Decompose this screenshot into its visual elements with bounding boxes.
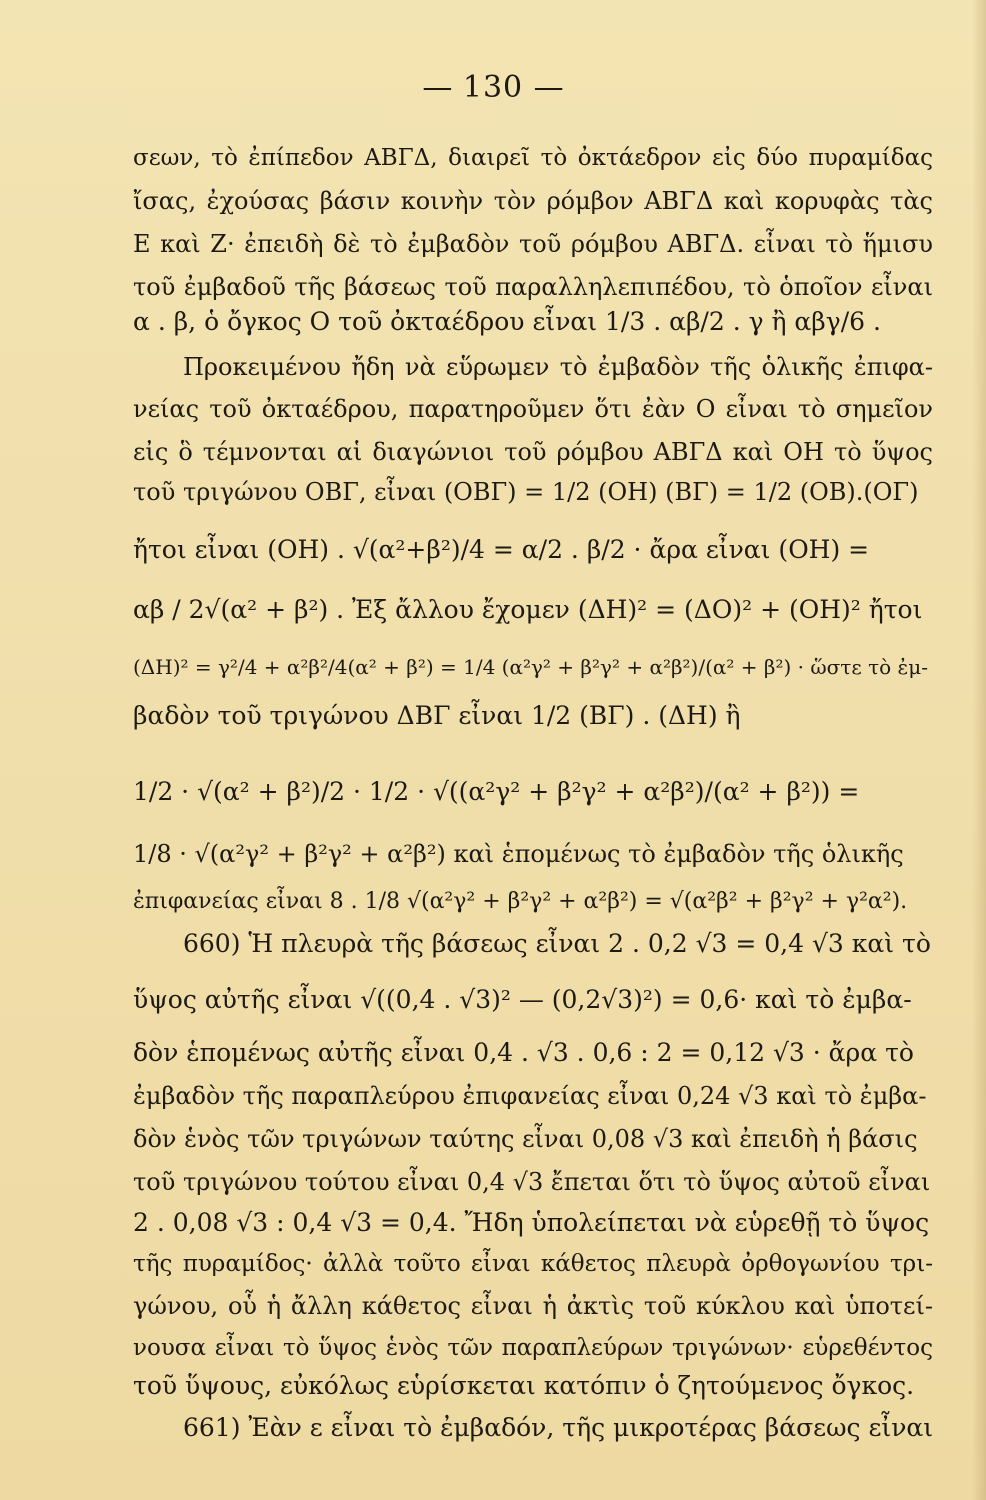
text-line-2: ἴσας, ἐχούσας βάσιν κοινὴν τὸν ρόμβον ΑΒΓΔ καὶ κορυφὰς τὰς <box>133 187 933 215</box>
text-line-27: τοῦ ὕψους, εὐκόλως εὑρίσκεται κατόπιν ὁ ζητούμενος ὄγκος. <box>133 1371 915 1400</box>
text-line-25: γώνου, οὗ ἡ ἄλλη κάθετος εἶναι ἡ ἀκτὶς τοῦ κύκλου καὶ ὑποτεί- <box>133 1292 933 1320</box>
text-line-7: νείας τοῦ ὀκταέδρου, παρατηροῦμεν ὅτι ἐὰν Ο εἶναι τὸ σημεῖον <box>133 395 933 423</box>
text-line-9-formula: τοῦ τριγώνου ΟΒΓ, εἶναι (ΟΒΓ) = 1/2 (ΟΗ) (ΒΓ) = 1/2 (ΟΒ).(ΟΓ) <box>133 478 919 506</box>
text-line-16-formula: ἐπιφανείας εἶναι 8 . 1/8 √(α²γ² + β²γ² + α²β²) = √(α²β² + β²γ² + γ²α²). <box>133 889 908 914</box>
text-line-22: τοῦ τριγώνου τούτου εἶναι 0,4 √3 ἔπεται ὅτι τὸ ὕψος αὐτοῦ εἶναι <box>133 1168 931 1196</box>
text-line-4: τοῦ ἐμβαδοῦ τῆς βάσεως τοῦ παραλληλεπιπέδου, τὸ ὁποῖον εἶναι <box>133 273 933 301</box>
text-line-20: ἐμβαδὸν τῆς παραπλεύρου ἐπιφανείας εἶναι 0,24 √3 καὶ τὸ ἐμβα- <box>133 1082 927 1110</box>
text-line-28-problem-661: 661) Ἐὰν ε εἶναι τὸ ἐμβαδόν, τῆς μικροτέρας βάσεως εἶναι <box>183 1413 933 1442</box>
text-line-15-formula: 1/8 · √(α²γ² + β²γ² + α²β²) καὶ ἑπομένως τὸ ἐμβαδὸν τῆς ὁλικῆς <box>133 840 904 868</box>
text-line-3: Ε καὶ Ζ· ἐπειδὴ δὲ τὸ ἐμβαδὸν τοῦ ρόμβου ΑΒΓΔ. εἶναι τὸ ἥμισυ <box>133 230 933 258</box>
text-line-5-formula: α . β, ὁ ὄγκος Ο τοῦ ὀκταέδρου εἶναι 1/3 . αβ/2 . γ ἢ αβγ/6 . <box>133 307 881 336</box>
text-line-10-formula: ἤτοι εἶναι (ΟΗ) . √(α²+β²)/4 = α/2 . β/2 · ἄρα εἶναι (ΟΗ) = <box>133 535 870 564</box>
page-number: 130 <box>462 70 524 105</box>
text-line-11-formula: αβ / 2√(α² + β²) . Ἐξ ἄλλου ἔχομεν (ΔΗ)² = (ΔΟ)² + (ΟΗ)² ἤτοι <box>133 595 923 624</box>
text-line-23: 2 . 0,08 √3 : 0,4 √3 = 0,4. Ἤδη ὑπολείπεται νὰ εὑρεθῇ τὸ ὕψος <box>133 1208 930 1237</box>
text-line-19: δὸν ἑπομένως αὐτῆς εἶναι 0,4 . √3 . 0,6 : 2 = 0,12 √3 · ἄρα τὸ <box>133 1038 914 1067</box>
text-line-24: τῆς πυραμίδος· ἀλλὰ τοῦτο εἶναι κάθετος πλευρὰ ὀρθογωνίου τρι- <box>133 1251 933 1277</box>
text-line-18-formula: ὕψος αὐτῆς εἶναι √((0,4 . √3)² — (0,2√3)²) = 0,6· καὶ τὸ ἐμβα- <box>133 985 912 1014</box>
page-edge-shadow <box>972 0 986 1500</box>
text-line-17-problem-660: 660) Ἡ πλευρὰ τῆς βάσεως εἶναι 2 . 0,2 √3 = 0,4 √3 καὶ τὸ <box>183 929 931 958</box>
text-line-26: νουσα εἶναι τὸ ὕψος ἑνὸς τῶν παραπλεύρων τριγώνων· εὑρεθέντος <box>133 1335 933 1361</box>
page-number-header: — 130 — <box>422 70 565 105</box>
text-line-21: δὸν ἑνὸς τῶν τριγώνων ταύτης εἶναι 0,08 √3 καὶ ἐπειδὴ ἡ βάσις <box>133 1125 918 1153</box>
text-line-1: σεων, τὸ ἐπίπεδον ΑΒΓΔ, διαιρεῖ τὸ ὀκτάεδρον εἰς δύο πυραμίδας <box>133 145 933 171</box>
text-line-8: εἰς ὃ τέμνονται αἱ διαγώνιοι τοῦ ρόμβου ΑΒΓΔ καὶ ΟΗ τὸ ὕψος <box>133 438 933 466</box>
text-line-12-formula: (ΔΗ)² = γ²/4 + α²β²/4(α² + β²) = 1/4 (α²γ² + β²γ² + α²β²)/(α² + β²) · ὥστε τὸ ἐμ- <box>133 655 929 679</box>
text-line-13-formula: βαδὸν τοῦ τριγώνου ΔΒΓ εἶναι 1/2 (ΒΓ) . (ΔΗ) ἢ <box>133 701 741 730</box>
text-line-14-formula: 1/2 · √(α² + β²)/2 · 1/2 · √((α²γ² + β²γ² + α²β²)/(α² + β²)) = <box>133 777 860 806</box>
text-line-6: Προκειμένου ἤδη νὰ εὕρωμεν τὸ ἐμβαδὸν τῆς ὁλικῆς ἐπιφα- <box>183 353 933 381</box>
